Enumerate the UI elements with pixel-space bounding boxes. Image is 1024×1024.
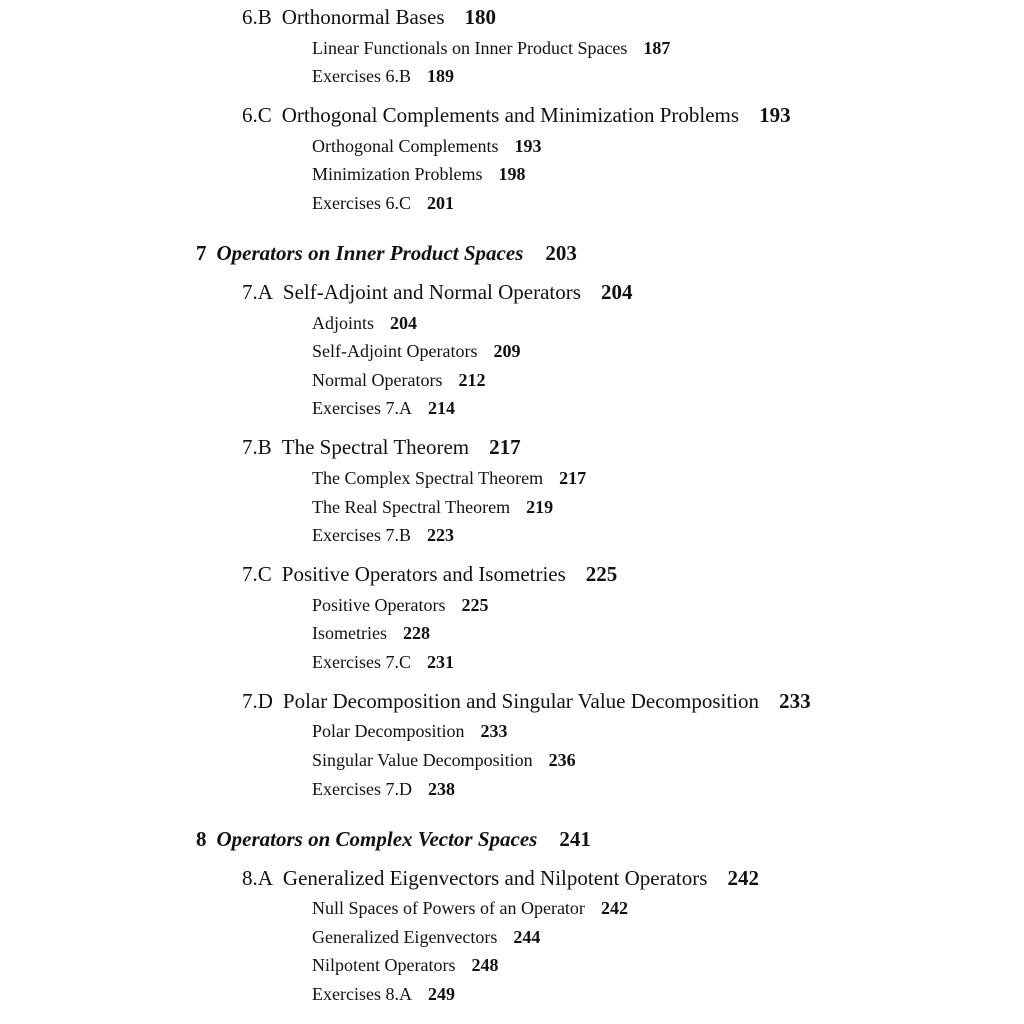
section-number: 7.D bbox=[242, 689, 273, 713]
subsection-title: Polar Decomposition bbox=[312, 721, 465, 741]
page-number: 219 bbox=[526, 497, 554, 517]
toc-subsection[interactable] bbox=[312, 399, 455, 417]
toc-subsection[interactable] bbox=[312, 165, 526, 183]
chapter-title: Operators on Inner Product Spaces bbox=[216, 241, 524, 265]
section-title: Positive Operators and Isometries bbox=[281, 562, 566, 586]
subsection-title: Exercises 7.B bbox=[312, 525, 411, 545]
page-number: 198 bbox=[498, 164, 526, 184]
subsection-title: Positive Operators bbox=[312, 595, 446, 615]
page-number: 201 bbox=[426, 193, 454, 213]
toc-section-6c[interactable] bbox=[242, 105, 791, 126]
subsection-title: Normal Operators bbox=[312, 370, 443, 390]
page-number: 225 bbox=[461, 595, 489, 615]
subsection-title: Exercises 6.B bbox=[312, 66, 411, 86]
toc-section-7d[interactable] bbox=[242, 691, 811, 712]
toc-subsection[interactable] bbox=[312, 371, 485, 389]
subsection-title: Adjoints bbox=[312, 313, 375, 333]
subsection-title: Null Spaces of Powers of an Operator bbox=[312, 898, 585, 918]
section-title: Orthogonal Complements and Minimization Problems bbox=[281, 103, 740, 127]
chapter-number: 8 bbox=[196, 827, 207, 851]
chapter-number: 7 bbox=[196, 241, 207, 265]
subsection-title: Exercises 6.C bbox=[312, 193, 411, 213]
page-number: 233 bbox=[779, 689, 811, 713]
toc-subsection[interactable] bbox=[312, 39, 670, 57]
toc-subsection[interactable] bbox=[312, 194, 454, 212]
section-title: Orthonormal Bases bbox=[281, 5, 445, 29]
page-number: 203 bbox=[545, 241, 577, 265]
subsection-title: Minimization Problems bbox=[312, 164, 483, 184]
section-title: The Spectral Theorem bbox=[281, 435, 470, 459]
toc-section-6b[interactable] bbox=[242, 7, 496, 28]
section-title: Generalized Eigenvectors and Nilpotent Operators bbox=[282, 866, 708, 890]
page-number: 217 bbox=[489, 435, 521, 459]
page-number: 223 bbox=[426, 525, 454, 545]
toc-section-7b[interactable] bbox=[242, 437, 521, 458]
page-number: 180 bbox=[464, 5, 496, 29]
toc-subsection[interactable] bbox=[312, 928, 540, 946]
page-number: 244 bbox=[513, 927, 541, 947]
page-number: 193 bbox=[759, 103, 791, 127]
subsection-title: Exercises 7.D bbox=[312, 779, 412, 799]
page-number: 217 bbox=[559, 468, 587, 488]
toc-subsection[interactable] bbox=[312, 624, 430, 642]
subsection-title: Orthogonal Complements bbox=[312, 136, 499, 156]
section-number: 7.A bbox=[242, 280, 273, 304]
subsection-title: The Complex Spectral Theorem bbox=[312, 468, 544, 488]
section-title: Polar Decomposition and Singular Value Decomposition bbox=[282, 689, 760, 713]
subsection-title: The Real Spectral Theorem bbox=[312, 497, 511, 517]
section-title: Self-Adjoint and Normal Operators bbox=[282, 280, 581, 304]
page-number: 204 bbox=[600, 280, 633, 304]
page-number: 231 bbox=[426, 652, 454, 672]
subsection-title: Isometries bbox=[312, 623, 387, 643]
toc-subsection[interactable] bbox=[312, 314, 417, 332]
toc-subsection[interactable] bbox=[312, 899, 628, 917]
section-number: 6.C bbox=[242, 103, 272, 127]
toc-subsection[interactable] bbox=[312, 469, 586, 487]
subsection-title: Exercises 7.C bbox=[312, 652, 411, 672]
page-number: 193 bbox=[514, 136, 542, 156]
toc-subsection[interactable] bbox=[312, 780, 455, 798]
page-number: 233 bbox=[480, 721, 508, 741]
section-number: 7.B bbox=[242, 435, 272, 459]
toc-subsection[interactable] bbox=[312, 722, 507, 740]
toc-subsection[interactable] bbox=[312, 498, 553, 516]
page-number: 236 bbox=[548, 750, 576, 770]
subsection-title: Linear Functionals on Inner Product Spaces bbox=[312, 38, 628, 58]
toc-subsection[interactable] bbox=[312, 596, 488, 614]
subsection-title: Exercises 8.A bbox=[312, 984, 412, 1004]
page-number: 242 bbox=[600, 898, 628, 918]
page-number: 204 bbox=[390, 313, 418, 333]
toc-subsection[interactable] bbox=[312, 985, 455, 1003]
toc-subsection[interactable] bbox=[312, 653, 454, 671]
toc-subsection[interactable] bbox=[312, 526, 454, 544]
page-number: 225 bbox=[585, 562, 618, 586]
page-number: 228 bbox=[402, 623, 430, 643]
page-number: 249 bbox=[427, 984, 455, 1004]
page-number: 187 bbox=[643, 38, 671, 58]
toc-subsection[interactable] bbox=[312, 956, 498, 974]
chapter-title: Operators on Complex Vector Spaces bbox=[216, 827, 538, 851]
page-number: 214 bbox=[427, 398, 455, 418]
subsection-title: Self-Adjoint Operators bbox=[312, 341, 478, 361]
subsection-title: Nilpotent Operators bbox=[312, 955, 456, 975]
toc-subsection[interactable] bbox=[312, 137, 541, 155]
toc-subsection[interactable] bbox=[312, 751, 576, 769]
page-number: 209 bbox=[493, 341, 521, 361]
toc-section-7a[interactable] bbox=[242, 282, 632, 303]
page-number: 238 bbox=[427, 779, 455, 799]
page-number: 189 bbox=[426, 66, 454, 86]
toc-chapter-7[interactable] bbox=[196, 243, 577, 264]
page-number: 212 bbox=[458, 370, 486, 390]
toc-subsection[interactable] bbox=[312, 67, 454, 85]
section-number: 7.C bbox=[242, 562, 272, 586]
toc-section-8a[interactable] bbox=[242, 868, 759, 889]
subsection-title: Singular Value Decomposition bbox=[312, 750, 533, 770]
page-number: 241 bbox=[559, 827, 591, 851]
page-number: 242 bbox=[727, 866, 759, 890]
toc-subsection[interactable] bbox=[312, 342, 520, 360]
subsection-title: Generalized Eigenvectors bbox=[312, 927, 498, 947]
subsection-title: Exercises 7.A bbox=[312, 398, 412, 418]
toc-chapter-8[interactable] bbox=[196, 829, 591, 850]
section-number: 6.B bbox=[242, 5, 272, 29]
section-number: 8.A bbox=[242, 866, 273, 890]
toc-section-7c[interactable] bbox=[242, 564, 617, 585]
page-number: 248 bbox=[471, 955, 499, 975]
